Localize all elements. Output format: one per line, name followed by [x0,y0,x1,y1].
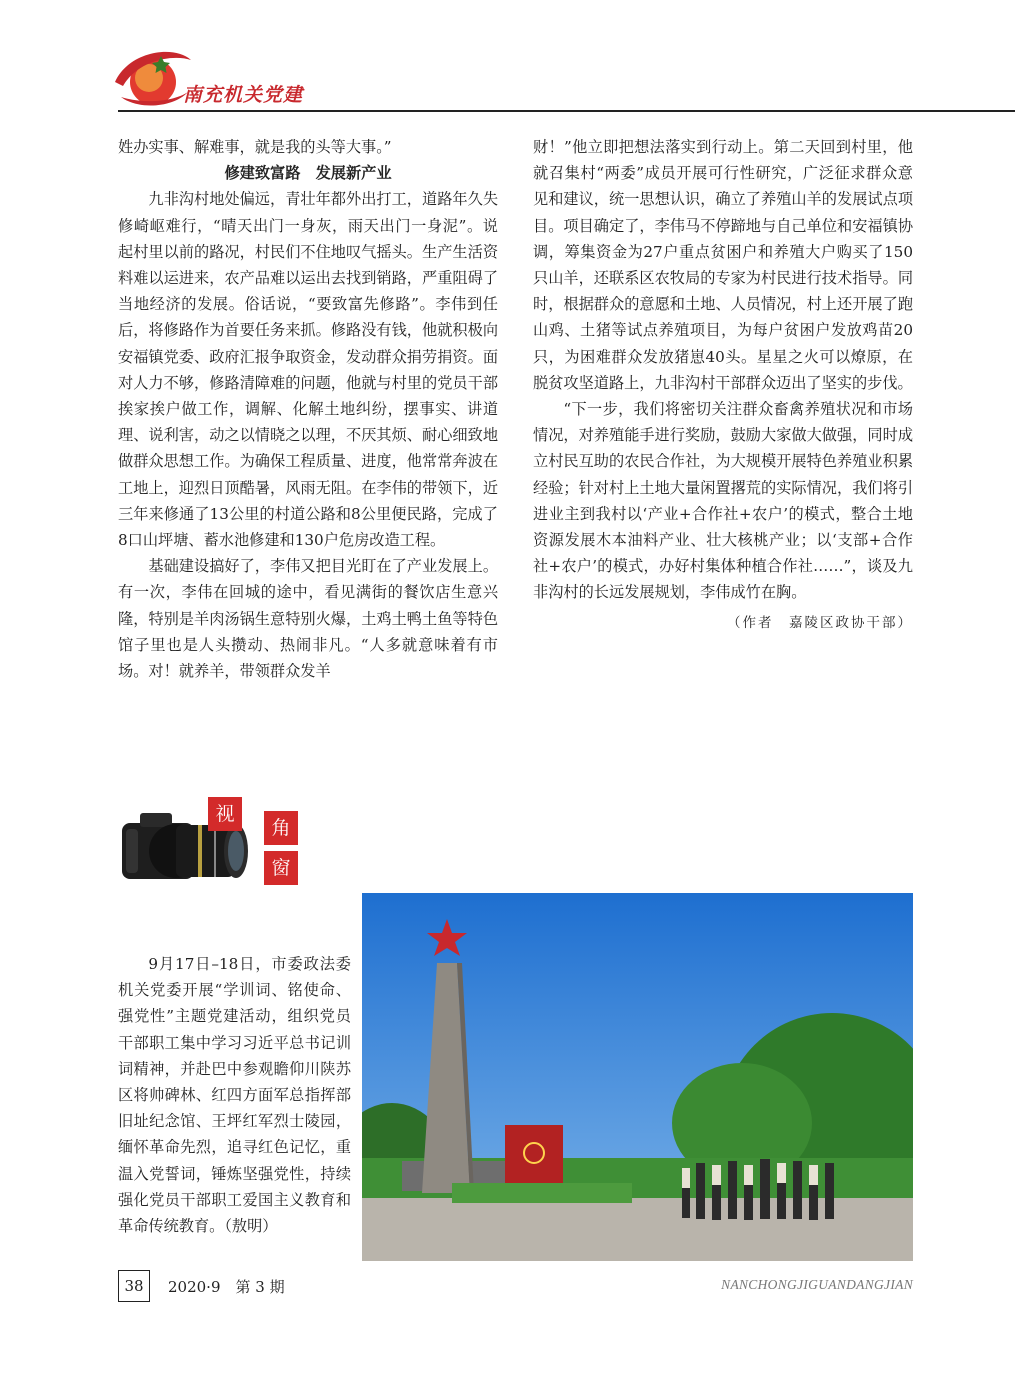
lead-line: 姓办实事、解难事，就是我的头等大事。” [118,138,392,156]
memorial-photo [362,893,913,1261]
tag-chuang: 窗 [264,851,298,885]
memorial-monument-image [362,893,913,1261]
paragraph: “下一步，我们将密切关注群众畜禽养殖状况和市场情况，对养殖能手进行奖励，鼓励大家做大做强，同时成立村民互助的农民合作社，为大规模开展特色养殖业积累经验；针对村上土地大量闲置撂荒的实际情况，我们将引进业主到我村以‘产业+合作社+农户’的模式，整合土地资源发展木本油料产业、壮大核桃产业；以‘支部+合作社+农户’的模式，办好村集体种植合作社……”，谈及九非沟村的长远发展规划，李伟成竹在胸。 [533,400,913,602]
tag-jiao: 角 [264,811,298,845]
paragraph: 九非沟村地处偏远，青壮年都外出打工，道路年久失修崎岖难行，“晴天出门一身灰，雨天出门一身泥”。说起村里以前的路况，村民们不住地叹气摇头。生产生活资料难以运进来，农产品难以运出去找到销路，严重阻碍了当地经济的发展。俗话说，“要致富先修路”。李伟到任后，将修路作为首要任务来抓。修路没有钱，他就积极向安福镇党委、政府汇报争取资金，发动群众捐劳捐资。面对人力不够，修路清障难的问题，他就与村里的党员干部挨家挨户做工作，调解、化解土地纠纷，摆事实、讲道理、说利害，动之以情晓之以理，不厌其烦、耐心细致地做群众思想工作。为确保工程质量、进度，他常常奔波在工地上，迎烈日顶酷暑，风雨无阻。在李伟的带领下，近三年来修通了13公里的村道公路和8公里便民路，完成了8口山坪塘、蓄水池修建和130户危房改造工程。 [118,190,498,550]
section-heading: 修建致富路 发展新产业 [224,164,392,183]
author-byline: （作者 嘉陵区政协干部） [727,614,913,631]
tag-shi: 视 [208,797,242,831]
brand-logo-icon [113,42,193,112]
column-section-header [118,795,318,895]
issue-label: 2020·9 第 3 期 [168,1278,285,1296]
page-header [0,0,1015,125]
paragraph: 财！”他立即把想法落实到行动上。第二天回到村里，他就召集村“两委”成员开展可行性研究，广泛征求群众意见和建议，统一思想认识，确立了养殖山羊的发展试点项目。项目确定了，李伟马不停蹄地与自己单位和安福镇协调，筹集资金为27户重点贫困户和养殖大户购买了150只山羊，还联系区农牧局的专家为村民进行技术指导。同时，根据群众的意愿和土地、人员情况，村上还开展了跑山鸡、土猪等试点养殖项目，为每户贫困户发放鸡苗20只，为困难群众发放猪崽40头。星星之火可以燎原，在脱贫攻坚道路上，九非沟村干部群众迈出了坚实的步伐。 [533,138,913,392]
caption-text: 9月17日–18日，市委政法委机关党委开展“学训词、铭使命、强党性”主题党建活动，组织党员干部职工集中学习习近平总书记训词精神，并赴巴中参观瞻仰川陕苏区将帅碑林、红四方面军总指挥部旧址纪念馆、王坪红军烈士陵园，缅怀革命先烈，追寻红色记忆，重温入党誓词，锤炼坚强党性，持续强化党员干部职工爱国主义教育和革命传统教育。（敖明） [118,955,351,1236]
brand-title: 南充机关党建 [183,84,304,106]
photo-caption [118,951,351,1239]
paragraph: 基础建设搞好了，李伟又把目光盯在了产业发展上。有一次，李伟在回城的途中，看见满街的餐饮店生意兴隆，特别是羊肉汤锅生意特别火爆，土鸡土鸭土鱼等特色馆子里也是人头攒动、热闹非凡。“人多就意味着有市场。对！就养羊，带领群众发羊 [118,557,498,681]
header-rule [118,110,1015,112]
page-number: 38 [118,1270,150,1302]
left-column [118,134,498,684]
magazine-english-title: NANCHONGJIGUANDANGJIAN [721,1277,913,1292]
right-column [533,134,913,636]
